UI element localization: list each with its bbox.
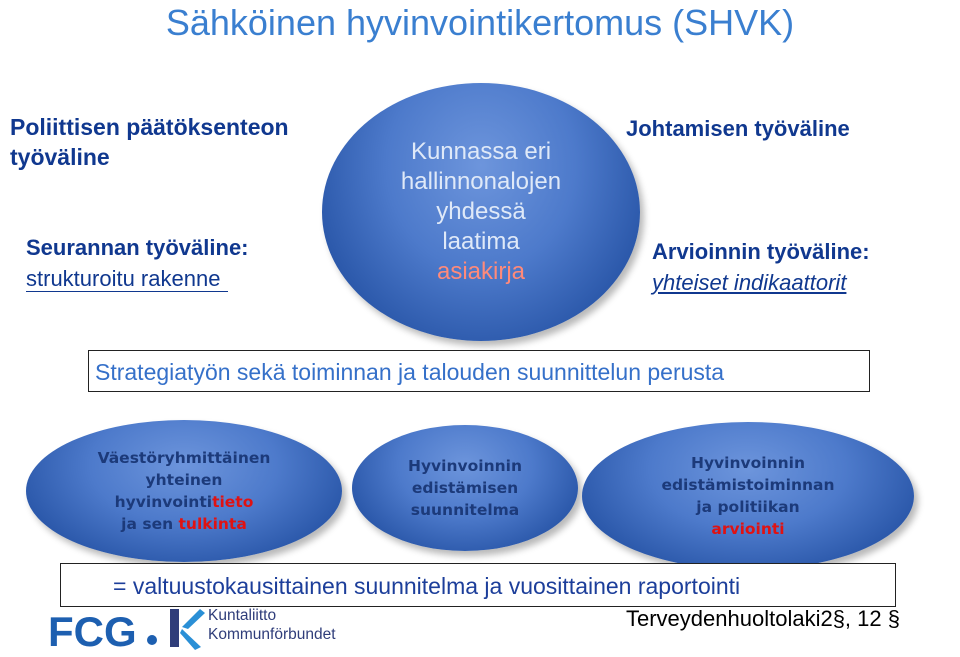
kuntaliitto-logo-text (208, 606, 336, 644)
political-tool-label (10, 112, 289, 172)
monitoring-tool-text: strukturoitu rakenne (26, 266, 228, 292)
fcg-logo-dot (147, 635, 157, 645)
evaluation-tool-title: Arvioinnin työväline: (652, 239, 870, 264)
e1-line-4a: ja sen (121, 515, 179, 533)
kommunforbundet-name: Kommunförbundet (208, 626, 336, 643)
bottom-summary-box: = valtuustokausittainen suunnitelma ja vuosittainen raportointi (60, 563, 896, 607)
e2-line-1: Hyvinvoinnin (407, 457, 522, 475)
e1-line-3a: hyvinvointi (114, 493, 213, 511)
center-line-4: laatima (442, 228, 520, 255)
page-title: Sähköinen hyvinvointikertomus (SHVK) (165, 2, 795, 43)
strategy-box: Strategiatyön sekä toiminnan ja talouden suunnittelun perusta (88, 350, 870, 392)
fcg-logo-text: FCG (48, 608, 137, 652)
evaluation-ellipse (582, 422, 914, 570)
center-line-1: Kunnassa eri (410, 138, 552, 165)
e3-line-2: edistämistoiminnan (661, 476, 835, 494)
e3-line-4: arviointi (711, 520, 785, 538)
center-line-2: hallinnonalojen (400, 168, 562, 195)
evaluation-tool-label (652, 236, 870, 298)
evaluation-tool-text: yhteiset indikaattorit (652, 270, 847, 295)
e1-line-2: yhteinen (145, 471, 223, 489)
center-document-ellipse (322, 83, 640, 341)
e2-line-3: suunnitelma (410, 501, 520, 519)
center-highlight: asiakirja (436, 258, 526, 285)
e3-line-3: ja politiikan (696, 498, 800, 516)
political-tool-line2: työväline (10, 144, 110, 170)
fcg-logo (48, 604, 160, 657)
e3-line-1: Hyvinvoinnin (690, 454, 805, 472)
population-data-ellipse (26, 420, 342, 562)
e2-line-2: edistämisen (411, 479, 519, 497)
management-tool-label: Johtamisen työväline (626, 116, 850, 141)
kuntaliitto-logo-icon (168, 605, 206, 656)
kuntaliitto-name: Kuntaliitto (208, 607, 277, 624)
center-line-3: yhdessä (436, 198, 526, 225)
promotion-plan-ellipse (352, 425, 578, 551)
legal-reference: Terveydenhuoltolaki2§, 12 § (626, 606, 900, 631)
political-tool-line1: Poliittisen päätöksenteon (10, 114, 289, 140)
e1-line-4b: tulkinta (178, 515, 247, 533)
monitoring-tool-title: Seurannan työväline: (26, 235, 249, 260)
e1-line-1: Väestöryhmittäinen (97, 449, 271, 467)
e1-line-3b: tieto (212, 493, 254, 511)
monitoring-tool-label (26, 232, 249, 294)
